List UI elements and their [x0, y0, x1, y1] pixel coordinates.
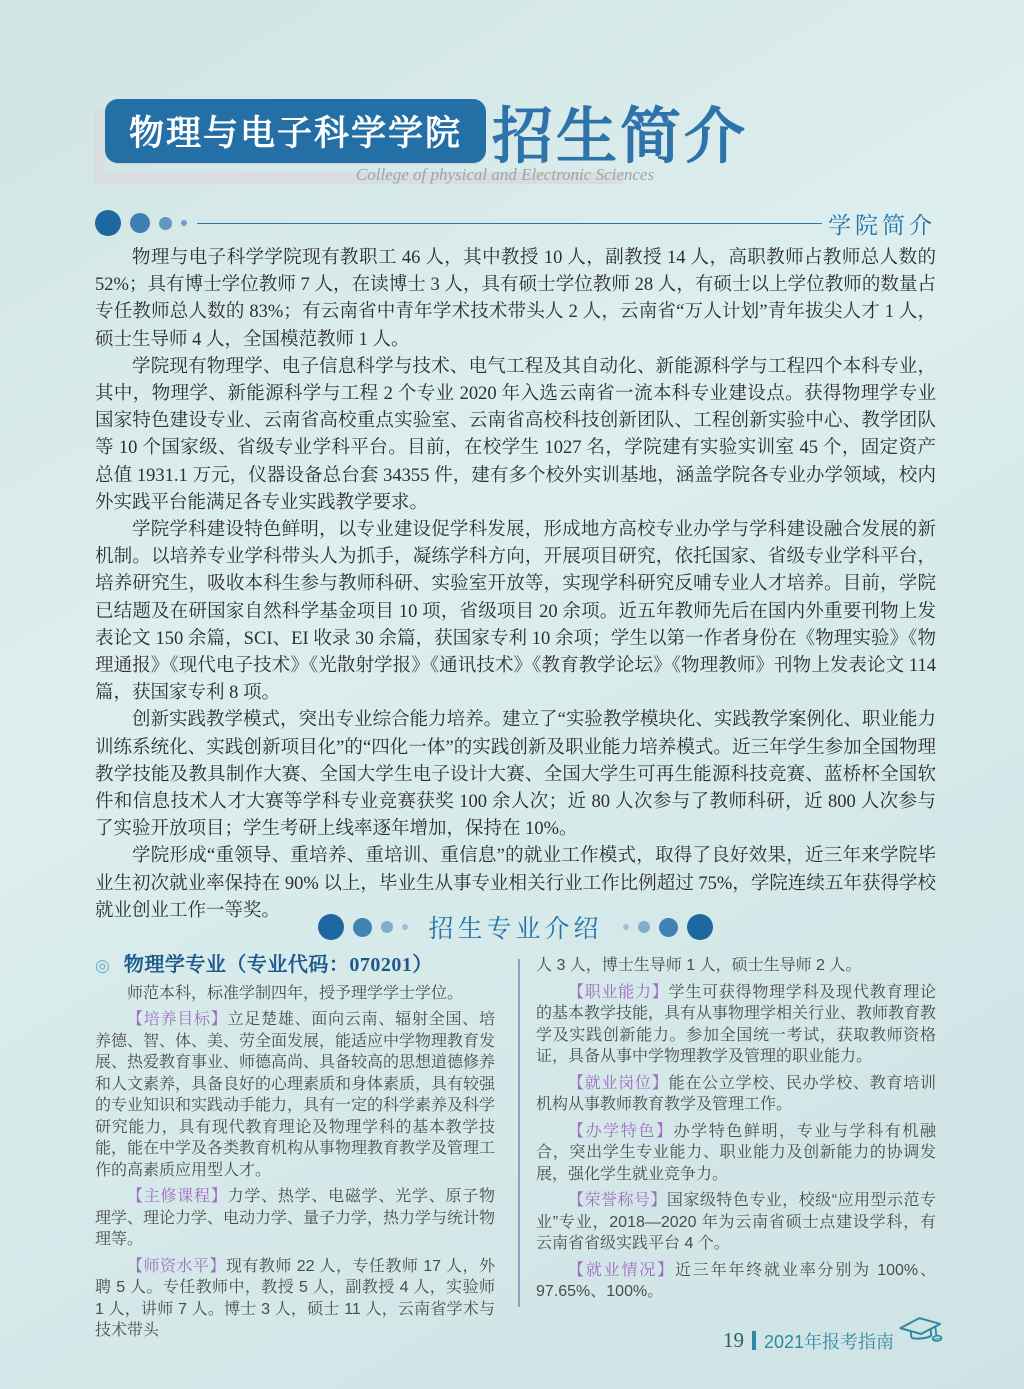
- major-block-main-courses: [95, 1186, 495, 1251]
- major-text-continuation: 人 3 人，博士生导师 1 人，硕士生导师 2 人。: [536, 957, 862, 974]
- block-label: 【就业岗位】: [568, 1074, 669, 1092]
- block-text: 近三年年终就业率分别为 100%、97.65%、100%。: [536, 1261, 936, 1300]
- page-number: 19: [722, 1328, 744, 1352]
- college-name: 物理与电子科学学院: [128, 114, 462, 153]
- dot-icon: [95, 210, 121, 236]
- section-majors-header: [95, 910, 936, 944]
- dot-icon: [638, 921, 650, 933]
- guide-title: 2021年报考指南: [763, 1331, 894, 1352]
- major-detail-columns: [95, 954, 937, 1339]
- dot-icon: [623, 924, 629, 930]
- dot-icon: [159, 217, 172, 230]
- block-text: 力学、热学、电磁学、光学、原子物理学、理论力学、电动力学、量子力学，热力学与统计物理等。: [95, 1188, 496, 1248]
- major-bullet-icon: ◎: [95, 956, 110, 976]
- divider-line: [197, 223, 822, 224]
- block-label: 【师资水平】: [127, 1257, 226, 1275]
- block-text: 国家级特色专业，校级“应用型示范专业”专业，2018—2020 年为云南省硕士点建设学科，有云南省省级实践平台 4 个。: [536, 1192, 936, 1252]
- footer-separator: [752, 1331, 756, 1350]
- block-label: 【荣誉称号】: [568, 1192, 667, 1209]
- block-text: 办学特色鲜明，专业与学科有机融合，突出学生专业能力、职业能力及创新能力的协调发展，强化学生就业竞争力。: [536, 1122, 936, 1183]
- section-intro-header: [95, 208, 936, 238]
- major-left-column: [95, 955, 495, 1342]
- block-text: 学生可获得物理学科及现代教育理论的基本教学技能，具有从事物理学相关行业、教师教育教学及实践创新能力。参加全国统一考试，获取教师资格证，具备从事中学物理教学及管理的职业能力。: [536, 983, 937, 1065]
- block-text: 立足楚雄、面向云南、辐射全国、培养德、智、体、美、劳全面发展，能适应中学物理教育发展、热爱教育事业、师德高尚、具备较高的思想道德修养和人文素养，具备良好的心理素质和身体素质，具有较强的专业知识和实践动手能力，具有一定的科学素养及科学研究能力，具有现代教育理论及物理学科的基本教学技能，能在中学及各类教育机构从事物理教育教学及管理工作的高素质应用型人才。: [95, 1011, 496, 1179]
- section-majors-title: 招生专业介绍: [428, 915, 603, 943]
- block-text: 能在公立学校、民办学校、教育培训机构从事教师教育教学及管理工作。: [536, 1074, 936, 1113]
- intro-paragraph: 学院形成“重领导、重培养、重培训、重信息”的就业工作模式，取得了良好效果，近三年来学院毕业生初次就业率保持在 90% 以上，毕业生从事专业相关行业工作比例超过 75%，学院连续五年获得学校就业创业工作一等奖。: [95, 846, 936, 921]
- major-heading: [95, 955, 495, 977]
- block-label: 【主修课程】: [127, 1188, 228, 1205]
- dot-icon: [381, 921, 393, 933]
- graduation-cap-icon: [896, 1313, 946, 1355]
- dot-icon: [181, 220, 187, 226]
- dot-icon: [687, 914, 713, 940]
- dot-icon: [318, 914, 344, 940]
- major-degree-line: 师范本科，标准学制四年，授予理学学士学位。: [127, 984, 464, 1002]
- column-divider-line: [518, 959, 520, 1307]
- dot-icon: [130, 213, 150, 233]
- college-name-banner: [105, 99, 486, 163]
- block-label: 【就业情况】: [568, 1261, 675, 1279]
- major-block-employment-positions: [536, 1073, 936, 1116]
- intro-paragraph: 创新实践教学模式，突出专业综合能力培养。建立了“实验教学模块化、实践教学案例化、职业能力训练系统化、实践创新项目化”的“四化一体”的实践创新及职业能力培养模式。近三年学生参加全国物理教学技能及教具制作大赛、全国大学生电子设计大赛、全国大学生可再生能源科技竞赛、蓝桥杯全国软件和信息技术人才大赛等学科专业竞赛获奖 100 余人次；近 80 人次参与了教师科研，近 800 人次参与了实验开放项目；学生考研上线率逐年增加，保持在 10%。: [95, 710, 936, 840]
- college-english-subtitle: College of physical and Electronic Sciences: [355, 165, 655, 184]
- intro-paragraph: 学院现有物理学、电子信息科学与技术、电气工程及其自动化、新能源科学与工程四个本科专业，其中，物理学、新能源科学与工程 2 个专业 2020 年入选云南省一流本科专业建设点。获得物理学专业国家特色建设专业、云南省高校重点实验室、云南省高校科技创新团队、工程创新实验中心、教学团队等 10 个国家级、省级专业学科平台。目前，在校学生 1027 名，学院建有实验实训室 45 个，固定资产总值 1931.1 万元，仪器设备总台套 34355 件，建有多个校外实训基地，涵盖学院各专业办学领域，校内外实践平台能满足各专业实践教学要求。: [95, 356, 936, 513]
- block-text: 现有教师 22 人，专任教师 17 人，外聘 5 人。专任教师中，教授 5 人，副教授 4 人，实验师 1 人，讲师 7 人。博士 3 人，硕士 11 人，云南省学术与技术带头: [95, 1257, 495, 1339]
- major-block-faculty-level: [95, 1256, 495, 1342]
- dot-icon: [353, 918, 372, 937]
- page-footer: [723, 1322, 944, 1359]
- major-title: 物理学专业（专业代码：070201）: [123, 954, 433, 976]
- block-label: 【培养目标】: [127, 1011, 228, 1028]
- dot-icon: [402, 924, 408, 930]
- block-label: 【职业能力】: [568, 983, 669, 1001]
- dot-icon: [659, 918, 678, 937]
- major-block-professional-ability: [536, 982, 936, 1068]
- major-block-school-features: [536, 1121, 936, 1186]
- section-intro-title: 学院简介: [828, 211, 936, 238]
- major-block-honors: [536, 1190, 936, 1255]
- block-label: 【办学特色】: [568, 1122, 674, 1140]
- banner-title: 招生简介: [492, 102, 749, 170]
- intro-paragraph: 学院学科建设特色鲜明，以专业建设促学科发展，形成地方高校专业办学与学科建设融合发展的新机制。以培养专业学科带头人为抓手，凝练学科方向，开展项目研究，依托国家、省级专业学科平台，培养研究生，吸收本科生参与教师科研、实验室开放等，实现学科研究反哺专业人才培养。目前，学院已结题及在研国家自然科学基金项目 10 项，省级项目 20 余项。近五年教师先后在国内外重要刊物上发表论文 150 余篇，SCI、EI 收录 30 余篇，获国家专利 10 余项；学生以第一作者身份在《物理实验》《物理通报》《现代电子技术》《光散射学报》《通讯技术》《教育教学论坛》《物理教师》刊物上发表论文 114 篇，获国家专利 8 项。: [95, 520, 936, 704]
- major-right-column: [536, 955, 936, 1303]
- major-block-training-goal: [95, 1009, 495, 1181]
- intro-paragraph: 物理与电子科学学院现有教职工 46 人，其中教授 10 人，副教授 14 人，高职教师占教师总人数的 52%；具有博士学位教师 7 人，在读博士 3 人，具有硕士学位教师 28 人，有硕士以上学位教师的数量占专任教师总人数的 83%；有云南省中青年学术技术带头人 2 人，云南省“万人计划”青年拔尖人才 1 人，硕士生导师 4 人，全国模范教师 1 人。: [95, 248, 936, 350]
- college-intro-text: [95, 245, 936, 925]
- major-block-employment-situation: [536, 1260, 936, 1303]
